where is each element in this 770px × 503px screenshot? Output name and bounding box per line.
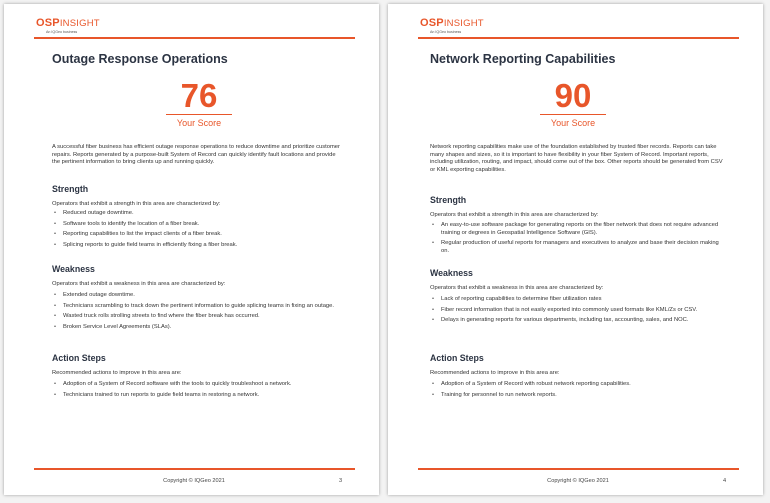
osp-insight-logo <box>36 17 100 37</box>
weakness-lead: Operators that exhibit a weakness in this area are characterized by: <box>52 281 226 287</box>
header-divider <box>418 37 739 39</box>
footer-divider <box>418 468 739 470</box>
strength-heading: Strength <box>52 184 89 194</box>
weakness-heading: Weakness <box>52 264 95 274</box>
list-item: • Training for personnel to run network reports. <box>430 392 726 400</box>
page-title: Outage Response Operations <box>52 52 228 66</box>
report-page-right <box>388 4 763 495</box>
page-number: 3 <box>339 478 343 484</box>
score-block <box>124 79 274 128</box>
list-item: • Software tools to identify the location of a fiber break. <box>52 221 342 229</box>
footer-copyright: Copyright © IQGeo 2021 <box>163 478 225 484</box>
strength-lead: Operators that exhibit a strength in this area are characterized by: <box>52 201 221 207</box>
logo-tagline: An IQGeo business <box>430 30 462 34</box>
score-label: Your Score <box>550 118 596 128</box>
intro-paragraph: A successful fiber business has efficient outage response operations to reduce downtime and prioritize customer repairs. Reports generated by a purpose-built System of Record can quickly identify fault locations and provide the pertinent information to bring clients up and running quickly. <box>52 144 340 166</box>
action-steps-heading: Action Steps <box>52 353 106 363</box>
logo-tagline: An IQGeo business <box>46 30 78 34</box>
list-item: • Reporting capabilities to list the impact clients of a fiber break. <box>52 231 342 239</box>
weakness-list <box>52 292 342 335</box>
action-steps-heading: Action Steps <box>430 353 484 363</box>
score-divider <box>166 114 232 115</box>
list-item: • Lack of reporting capabilities to determine fiber utilization rates <box>430 296 726 304</box>
list-item: • Adoption of a System of Record software with the tools to quickly troubleshoot a network. <box>52 381 342 389</box>
header-divider <box>34 37 355 39</box>
strength-heading: Strength <box>430 195 467 205</box>
strength-lead: Operators that exhibit a strength in this area are characterized by: <box>430 212 599 218</box>
list-item: • Delays in generating reports for various departments, including tax, accounting, sales, and NOC. <box>430 317 726 325</box>
score-value: 90 <box>554 77 592 114</box>
list-item: • Broken Service Level Agreements (SLAs). <box>52 324 342 332</box>
list-item: • An easy-to-use software package for generating reports on the fiber network that does not require advanced training or degrees in Geospatial Intelligence Software (GIS). <box>430 222 726 237</box>
footer-divider <box>34 468 355 470</box>
list-item: • Extended outage downtime. <box>52 292 342 300</box>
score-divider <box>540 114 606 115</box>
list-item: • Splicing reports to guide field teams in efficiently fixing a fiber break. <box>52 242 342 250</box>
action-steps-list <box>52 381 342 402</box>
intro-paragraph: Network reporting capabilities make use of the foundation established by trusted fiber records. Reports can take many shapes and sizes, so it is important to have flexibility in your fiber System of Record. Important reports, including utilization, routing, and impact, should come out of the box. Other reports should be generated from CSV or KML exporting capabilities. <box>430 144 723 174</box>
footer-copyright: Copyright © IQGeo 2021 <box>547 478 609 484</box>
weakness-lead: Operators that exhibit a weakness in this area are characterized by: <box>430 285 604 291</box>
weakness-list <box>430 296 726 328</box>
list-item: • Wasted truck rolls strolling streets to find where the fiber break has occurred. <box>52 313 342 321</box>
list-item: • Technicians trained to run reports to guide field teams in restoring a network. <box>52 392 342 400</box>
list-item: • Regular production of useful reports for managers and executives to analyze and base their decision making on. <box>430 240 726 255</box>
logo-wordmark: OSPINSIGHT <box>36 17 100 29</box>
list-item: • Fiber record information that is not easily exported into commonly used formats like KML/Zs or CSV. <box>430 307 726 315</box>
logo-wordmark: OSPINSIGHT <box>420 17 484 29</box>
report-page-left <box>4 4 379 495</box>
action-steps-lead: Recommended actions to improve in this area are: <box>52 370 182 376</box>
osp-insight-logo <box>420 17 484 37</box>
list-item: • Technicians scrambling to track down the pertinent information to guide splicing teams in fixing an outage. <box>52 303 342 311</box>
page-number: 4 <box>723 478 727 484</box>
score-label: Your Score <box>176 118 222 128</box>
weakness-heading: Weakness <box>430 268 473 278</box>
action-steps-lead: Recommended actions to improve in this area are: <box>430 370 560 376</box>
list-item: • Adoption of a System of Record with robust network reporting capabilities. <box>430 381 726 389</box>
score-value: 76 <box>180 77 218 114</box>
strength-list <box>52 210 342 253</box>
action-steps-list <box>430 381 726 402</box>
list-item: • Reduced outage downtime. <box>52 210 342 218</box>
strength-list <box>430 222 726 259</box>
page-title: Network Reporting Capabilities <box>430 52 616 66</box>
score-block <box>498 79 648 128</box>
